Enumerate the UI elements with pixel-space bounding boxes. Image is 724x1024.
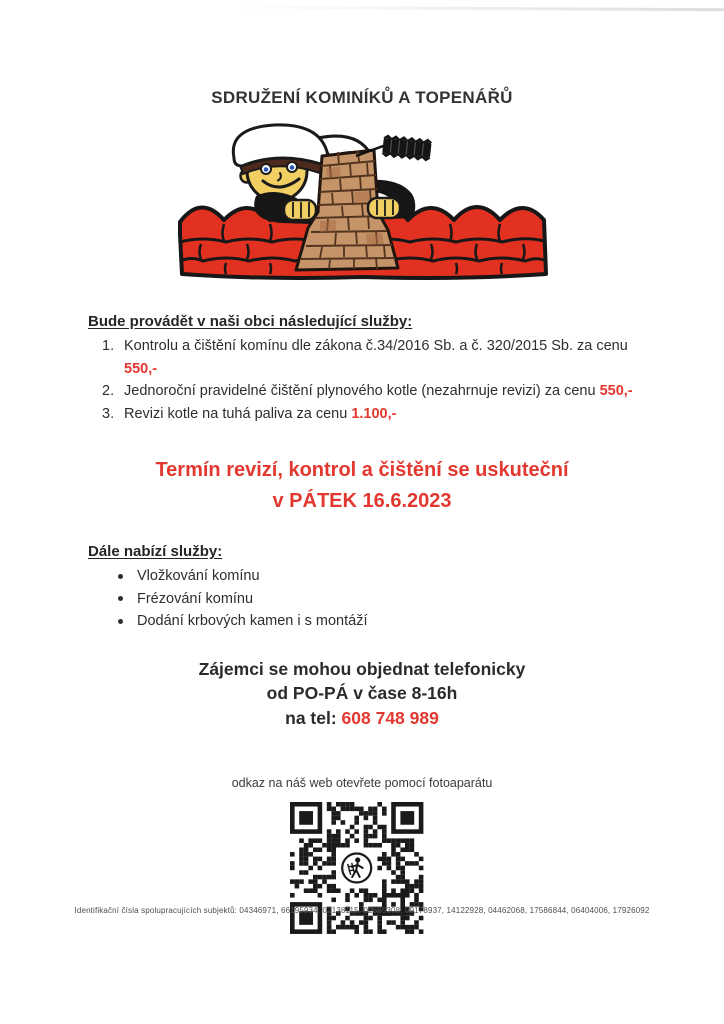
item-number: 2.	[102, 383, 115, 399]
qr-code-image	[284, 799, 440, 941]
list-item	[88, 588, 636, 611]
list-item	[88, 565, 636, 588]
list-item	[88, 380, 636, 403]
item-text: Kontrolu a čištění komínu dle zákona č.34/2016 Sb. a č. 320/2015 Sb. za cenu 550,-	[124, 338, 628, 377]
price-value: 550,-	[124, 360, 158, 377]
chimney-sweep-illustration	[170, 116, 554, 289]
qr-code	[284, 799, 440, 946]
phone-number: 608 748 989	[341, 707, 439, 728]
announcement-line1: Termín revizí, kontrol a čištění se uskuteční	[155, 459, 569, 481]
contact-line3: na tel: 608 748 989	[285, 707, 439, 728]
services-list	[88, 335, 636, 425]
item-text: Revizi kotle na tuhá paliva za cenu 1.100,-	[124, 405, 397, 422]
qr-caption: odkaz na náš web otevřete pomocí fotoaparátu	[231, 776, 493, 790]
more-services-list	[88, 565, 636, 633]
item-number: 1.	[102, 338, 115, 354]
services-heading: Bude provádět v naši obci následující služby:	[88, 313, 413, 330]
announcement-line2: v PÁTEK 16.6.2023	[272, 490, 452, 512]
item-text: Dodání krbových kamen i s montáží	[137, 613, 368, 629]
bullet-icon	[118, 596, 123, 601]
bullet-icon	[118, 619, 123, 624]
page-title: SDRUŽENÍ KOMINÍKŮ A TOPENÁŘŮ	[211, 88, 513, 107]
chimney-sweep-drawing	[170, 116, 554, 284]
item-text: Vložkování komínu	[137, 568, 260, 584]
list-item	[88, 403, 636, 426]
item-text: Jednoroční pravidelné čištění plynového kotle (nezahrnuje revizi) za cenu 550,-	[124, 383, 633, 399]
body-content	[88, 313, 636, 633]
list-item	[88, 335, 636, 380]
bullet-icon	[118, 574, 123, 579]
price-value: 1.100,-	[351, 405, 397, 422]
footer-ids: Identifikační čísla spolupracujících subjektů: 04346971, 66195934, 02138115, 02695308, 09178937, 14122928, 04462068, 17586844, 06404006, 17926092	[74, 906, 650, 915]
item-text: Frézování komínu	[137, 590, 254, 607]
contact-line1: Zájemci se mohou objednat telefonicky	[198, 658, 526, 679]
item-number: 3.	[102, 405, 115, 422]
price-value: 550,-	[599, 383, 633, 399]
contact-block	[0, 657, 724, 731]
more-services-heading: Dále nabízí služby:	[88, 543, 223, 560]
list-item	[88, 610, 636, 633]
contact-line2: od PO-PÁ v čase 8-16h	[266, 683, 458, 703]
date-announcement	[88, 455, 636, 517]
